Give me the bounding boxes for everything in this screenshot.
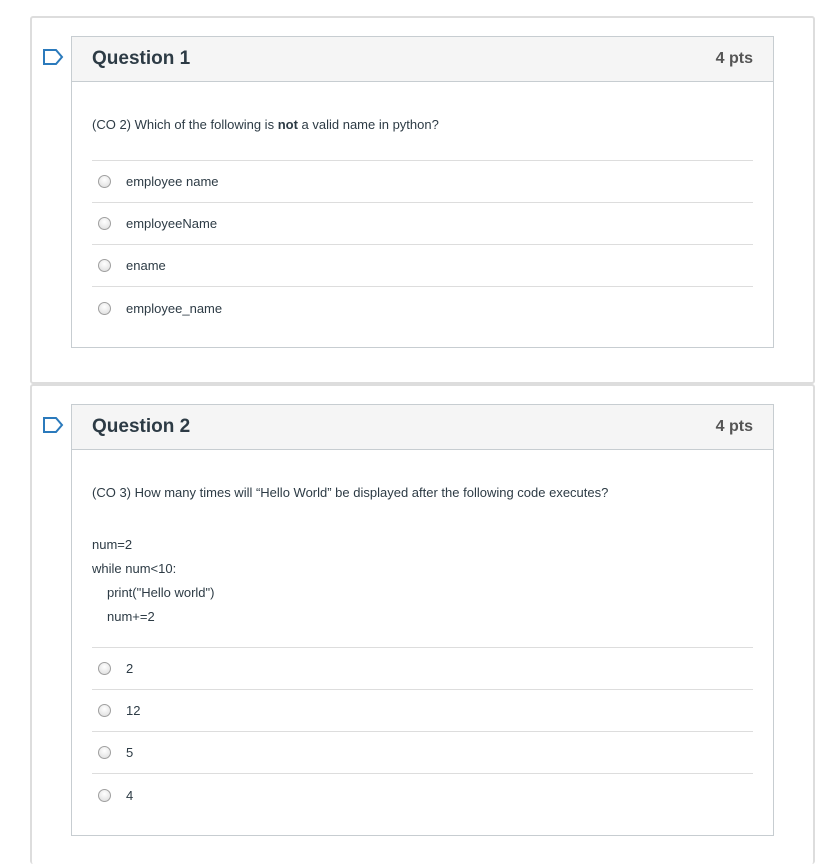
answer-label: employee_name: [126, 300, 223, 316]
question-1-box: [71, 36, 774, 348]
question-title: Question 1: [92, 48, 191, 69]
question-points: 4 pts: [715, 418, 753, 435]
question-title: Question 2: [92, 416, 191, 437]
question-2-box: [71, 404, 774, 836]
code-line: num+=2: [107, 609, 155, 624]
radio-button-icon[interactable]: [98, 746, 111, 759]
radio-button-icon[interactable]: [98, 302, 111, 315]
answer-option[interactable]: [92, 774, 753, 816]
answer-option[interactable]: [92, 648, 753, 690]
answer-label: 5: [126, 745, 134, 760]
answer-option[interactable]: [92, 287, 753, 329]
answer-label: employeeName: [126, 216, 218, 231]
answer-label: 2: [126, 661, 134, 676]
question-1-card: [30, 16, 815, 384]
question-2-prompt: (CO 3) How many times will “Hello World” be displayed after the following code executes?: [92, 485, 609, 500]
answer-label: 12: [126, 703, 141, 718]
answer-option[interactable]: [92, 732, 753, 774]
answer-option[interactable]: [92, 245, 753, 287]
answer-list: [92, 647, 753, 816]
question-2-header: [72, 405, 773, 450]
radio-button-icon[interactable]: [98, 175, 111, 188]
code-line: num=2: [92, 537, 133, 552]
flag-question-icon[interactable]: [42, 416, 64, 434]
answer-option[interactable]: [92, 690, 753, 732]
flag-question-icon[interactable]: [42, 48, 64, 66]
answer-option[interactable]: [92, 203, 753, 245]
question-points: 4 pts: [715, 50, 753, 67]
question-1-header: [72, 37, 773, 82]
answer-option[interactable]: [92, 161, 753, 203]
question-1-prompt: (CO 2) Which of the following is not a valid name in python?: [92, 117, 439, 132]
emphasis-not: not: [277, 117, 298, 132]
question-2-card: [30, 384, 815, 864]
answer-list: [92, 160, 753, 329]
answer-label: ename: [126, 258, 166, 273]
radio-button-icon[interactable]: [98, 704, 111, 717]
answer-label: 4: [126, 787, 134, 803]
radio-button-icon[interactable]: [98, 789, 111, 802]
radio-button-icon[interactable]: [98, 217, 111, 230]
code-line: while num<10:: [92, 561, 177, 576]
radio-button-icon[interactable]: [98, 662, 111, 675]
answer-label: employee name: [126, 174, 219, 189]
code-line: print("Hello world"): [107, 585, 215, 600]
code-snippet: [92, 533, 753, 629]
radio-button-icon[interactable]: [98, 259, 111, 272]
